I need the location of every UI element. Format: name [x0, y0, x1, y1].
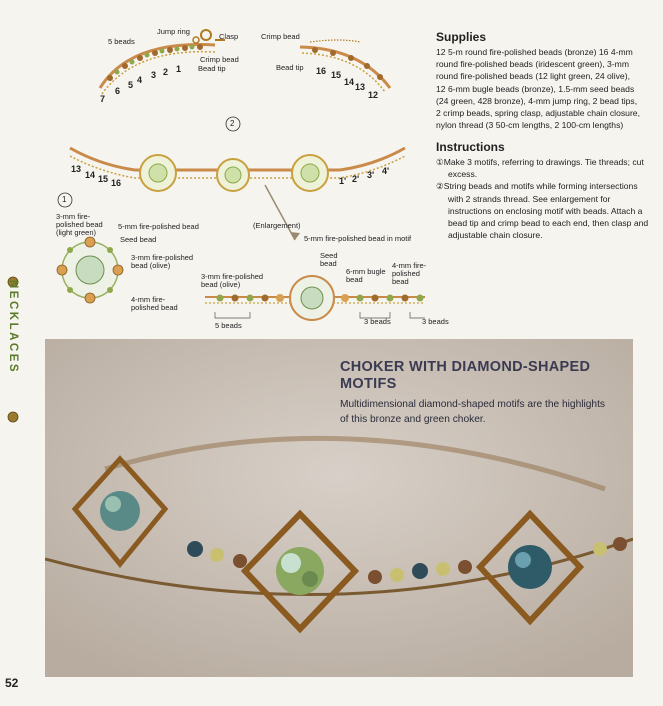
enlargement-arrow	[265, 185, 295, 240]
supplies-line: 12 6-mm bugle beads (bronze), 1.5-mm seed beads	[436, 83, 635, 94]
label-enl-three-beads-b: 3 beads	[422, 317, 449, 326]
chain-motifs	[140, 155, 328, 191]
number-1: 1	[176, 64, 182, 74]
side-tab-label: NECKLACES	[7, 280, 19, 375]
number-5: 5	[128, 80, 134, 90]
chain-number-4p: 4'	[382, 166, 390, 176]
label-enl-three-beads-a: 3 beads	[364, 317, 391, 326]
supplies-line: nylon thread (3 50-cm lengths, 2 100-cm lengths)	[436, 120, 624, 131]
instruction-step-1: ①Make 3 motifs, referring to drawings. Tie threads; cut excess.	[436, 157, 644, 180]
number-7: 7	[100, 94, 106, 104]
label-fp3-olive: 3-mm fire-polished bead (olive)	[131, 253, 194, 270]
number-13: 13	[355, 82, 366, 92]
circle-1-label: 1	[62, 195, 67, 204]
label-jump-ring: Jump ring	[157, 27, 190, 36]
label-fp5-motif: 5-mm fire-polished bead in motif	[304, 234, 412, 243]
photo-title: CHOKER WITH DIAMOND-SHAPED MOTIFS	[340, 359, 591, 392]
number-16: 16	[316, 66, 327, 76]
label-clasp: Clasp	[219, 32, 239, 41]
label-seed-bead: Seed bead	[120, 235, 157, 244]
supplies-section	[436, 30, 650, 131]
number-15: 15	[331, 70, 342, 80]
photo-description: Multidimensional diamond-shaped motifs are the highlights of this bronze and green choker.	[340, 399, 606, 425]
label-enl-bugle: 6-mm bugle bead	[346, 267, 386, 284]
chain-number-16: 16	[111, 178, 122, 188]
instructions-section	[436, 140, 650, 241]
label-enl-fp4: 4-mm fire-polished bead	[392, 261, 427, 286]
jump-ring	[193, 37, 199, 43]
supplies-heading: Supplies	[436, 30, 487, 44]
chain-number-1p: 1'	[339, 176, 347, 186]
number-4: 4	[137, 75, 143, 85]
number-14: 14	[344, 77, 355, 87]
circle-2-label: 2	[230, 119, 235, 128]
instructions-heading: Instructions	[436, 140, 505, 154]
supplies-line: 2 crimp beads, spring clasp, adjustable chain closure,	[436, 108, 640, 119]
label-five-beads: 5 beads	[108, 37, 135, 46]
label-bead-tip-right: Bead tip	[276, 63, 304, 72]
label-crimp-bead-left: Crimp bead	[200, 55, 239, 64]
enlargement-title: (Enlargement)	[253, 221, 301, 230]
supplies-line: round fire-polished beads (iridescent green), 3-mm	[436, 59, 629, 70]
number-2: 2	[163, 67, 169, 77]
adjustable-chain	[310, 40, 360, 42]
label-crimp-bead-right: Crimp bead	[261, 32, 300, 41]
choker-photo	[45, 339, 633, 677]
number-12: 12	[368, 90, 379, 100]
supplies-line: 12 5-m round fire-polished beads (bronze) 16 4-mm	[436, 47, 633, 57]
chain-number-15: 15	[98, 174, 109, 184]
side-tab	[4, 275, 22, 425]
supplies-line: (24 green, 428 bronze), 4-mm jump ring, 2 bead tips,	[436, 95, 638, 106]
number-6: 6	[115, 86, 121, 96]
label-fp5: 5-mm fire-polished bead	[118, 222, 199, 231]
chain-number-3p: 3'	[367, 170, 375, 180]
label-fp4: 4-mm fire-polished bead	[131, 295, 178, 312]
supplies-line: round fire-polished beads (12 light green, 24 olive),	[436, 71, 630, 82]
label-enl-five-beads: 5 beads	[215, 321, 242, 330]
number-3: 3	[151, 70, 157, 80]
chain-number-2p: 2'	[352, 174, 360, 184]
page-number: 52	[5, 676, 19, 690]
motif-detail	[57, 237, 123, 303]
label-bead-tip-left: Bead tip	[198, 64, 226, 73]
label-fp3-light-green: 3-mm fire-polished bead (light green)	[56, 212, 103, 237]
instruction-step-2: ②String beads and motifs while forming intersections with 2 strands thread. See enlargement for instructions on enclosing motif with beads. Attach a bead tip and crimp bead to each end, then clasp and adjustable chain closure.	[436, 181, 649, 241]
chain-number-14: 14	[85, 170, 96, 180]
clasp-ring	[201, 30, 211, 40]
chain-number-13: 13	[71, 164, 82, 174]
beading-diagram	[40, 0, 449, 340]
label-enl-fp3-olive: 3-mm fire-polished bead (olive)	[201, 272, 264, 289]
label-enl-seed-bead: Seed bead	[320, 251, 338, 268]
